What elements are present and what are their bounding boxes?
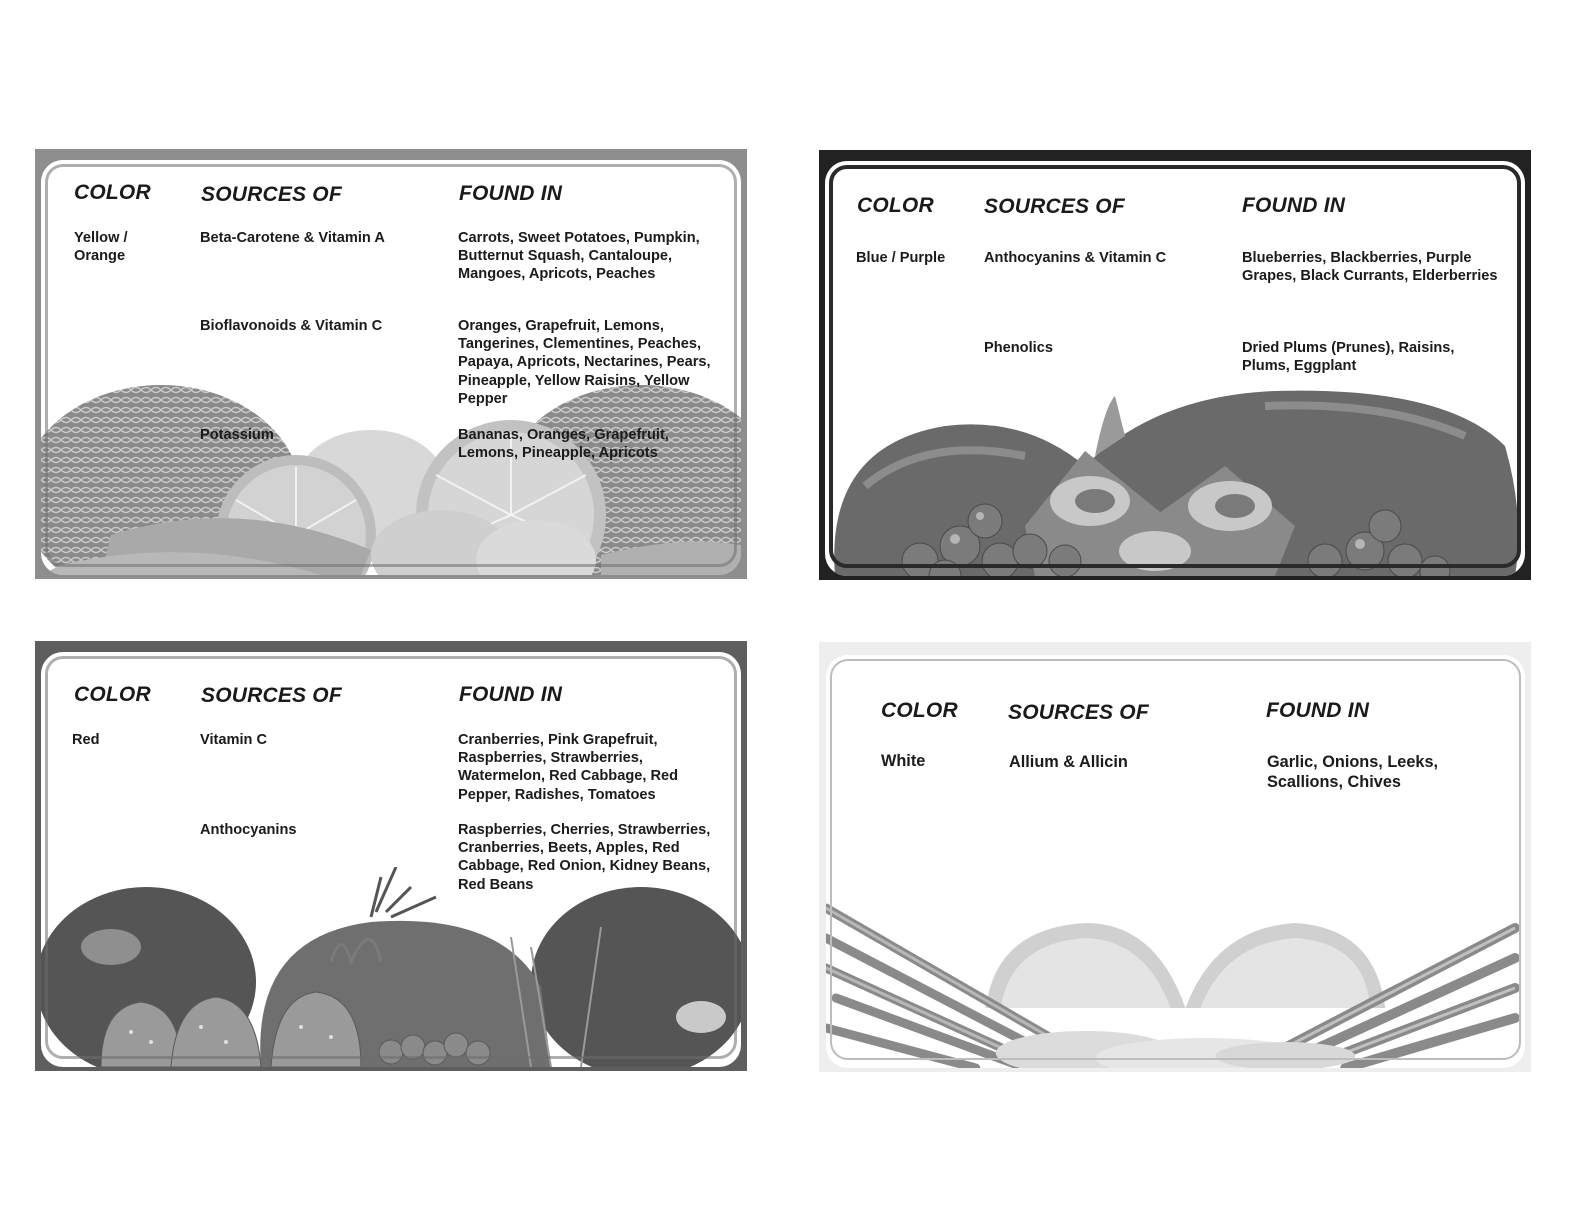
color-name: Yellow / Orange [74,230,128,265]
card-panel [825,161,1525,576]
found-in-list: Cranberries, Pink Grapefruit, Raspberries, Strawberries, Watermelon, Red Cabbage, Red Pepper, Radishes, Tomatoes [458,732,679,803]
apple-right [531,887,741,1067]
header-sources-of: SOURCES OF [984,195,1125,218]
source-item: Anthocyanins [200,822,297,838]
produce-illustration [826,868,1525,1068]
header-found-in: FOUND IN [459,683,563,706]
source-item: Potassium [200,427,274,443]
color-name: Blue / Purple [856,250,946,266]
source-item: Bioflavonoids & Vitamin C [200,318,383,334]
produce-illustration [825,376,1525,576]
found-in-list: Blueberries, Blackberries, Purple Grapes, Black Currants, Elderberries [1242,250,1498,285]
header-found-in: FOUND IN [459,182,563,205]
header-found-in: FOUND IN [1242,194,1346,217]
header-sources-of: SOURCES OF [1008,701,1149,724]
card-white [819,642,1531,1072]
found-in-list: Garlic, Onions, Leeks, Scallions, Chives [1267,753,1439,791]
found-in-list: Oranges, Grapefruit, Lemons, Tangerines, Clementines, Peaches, Papaya, Apricots, Nectarines, Pears, Pineapple, Yellow Raisins, Yellow Pepper [458,318,711,407]
color-name: Red [72,732,100,748]
found-in-list: Carrots, Sweet Potatoes, Pumpkin, Butternut Squash, Cantaloupe, Mangoes, Apricots, Peaches [458,230,700,283]
found-in-list: Dried Plums (Prunes), Raisins, Plums, Eggplant [1242,340,1455,375]
source-item: Allium & Allicin [1009,753,1128,771]
card-blue-purple [819,150,1531,580]
color-name: White [881,752,926,770]
header-color: COLOR [74,683,151,706]
source-item: Vitamin C [200,732,268,748]
card-panel [41,160,741,575]
source-item: Beta-Carotene & Vitamin A [200,230,385,246]
found-in-list: Raspberries, Cherries, Strawberries, Cranberries, Beets, Apples, Red Cabbage, Red Onion, Kidney Beans, Red Beans [458,822,711,893]
source-item: Anthocyanins & Vitamin C [984,250,1167,266]
produce-illustration [41,867,741,1067]
tomato-stem [371,867,436,917]
source-item: Phenolics [984,340,1053,356]
card-yellow-orange [35,149,747,579]
header-color: COLOR [881,699,958,722]
card-red [35,641,747,1071]
header-color: COLOR [857,194,934,217]
header-sources-of: SOURCES OF [201,684,342,707]
header-sources-of: SOURCES OF [201,183,342,206]
card-panel [41,652,741,1067]
card-panel [826,655,1525,1068]
found-in-list: Bananas, Oranges, Grapefruit, Lemons, Pineapple, Apricots [458,427,669,462]
header-color: COLOR [74,181,151,204]
header-found-in: FOUND IN [1266,699,1370,722]
strawberries [101,992,361,1067]
